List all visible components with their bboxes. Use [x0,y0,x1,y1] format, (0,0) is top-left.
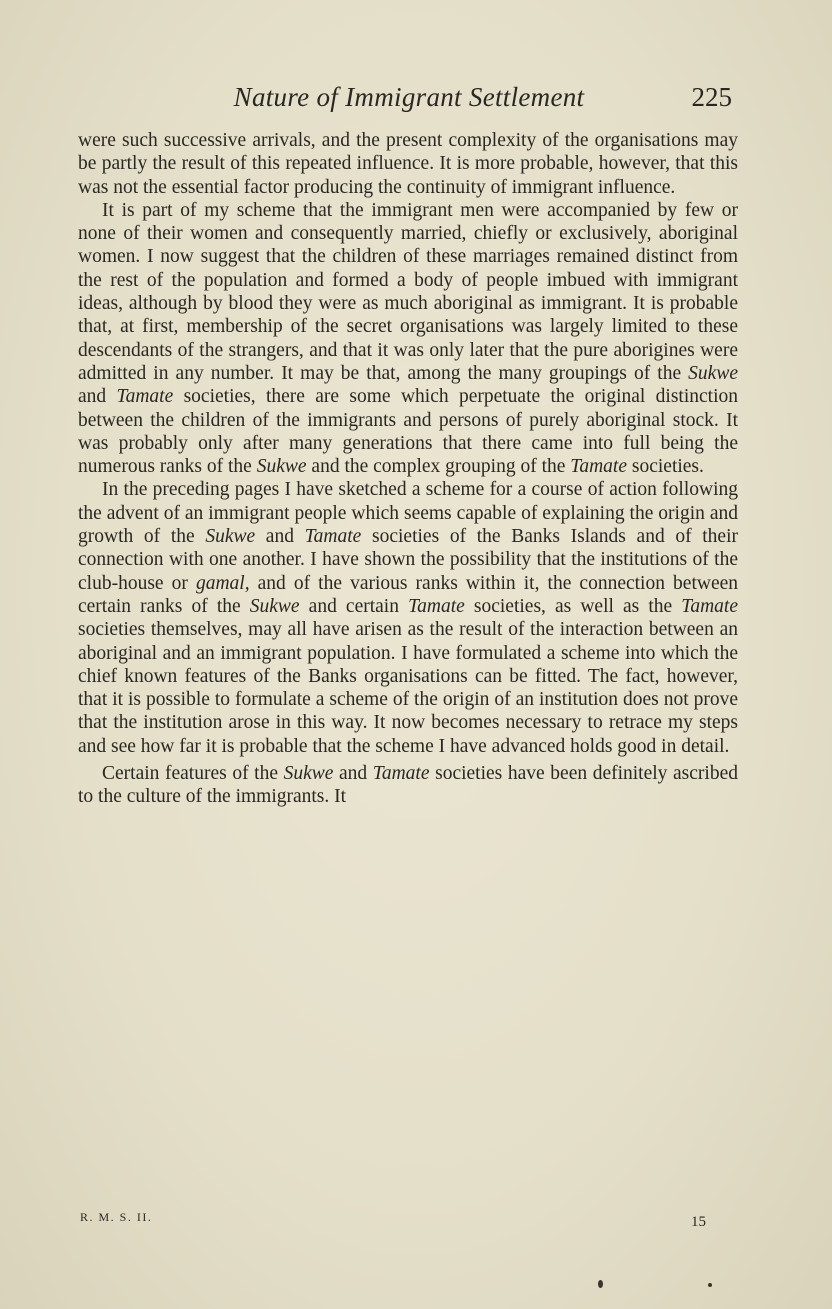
italic-term: gamal, [195,572,250,594]
running-header [78,82,740,126]
italic-term: Sukwe [688,362,738,384]
italic-term: Sukwe [205,526,256,548]
italic-term: Tamate [304,526,362,548]
running-title: Nature of Immigrant Settlement [233,82,585,112]
italic-term: Tamate [570,456,627,478]
ink-speck [708,1283,712,1287]
text-run: and [333,763,373,785]
sheet-number: 15 [691,1214,706,1230]
text-run: and of the various ranks within it, the connection between certain ranks of the [78,572,739,617]
text-run: societies have been definitely ascribed to the culture of the immigrants. It [78,763,738,808]
paragraph-3 [78,478,738,758]
page-number: 225 [691,82,732,112]
italic-term: Tamate [681,595,739,617]
text-run: societies. [627,456,704,478]
paragraph-1 [78,129,738,199]
ink-speck [598,1280,603,1288]
text-run: societies, there are some which perpetuate the original distinction between the children of the immigrants and persons of purely aboriginal stock. It was probably only after many generations that there came into full being the numerous ranks of the [78,386,739,478]
text-run: and [255,526,305,548]
page-footer [78,1210,728,1240]
text-run: In the preceding pages I have sketched a scheme for a course of action following the advent of an immigrant people which seems capable of explaining the origin and growth of the [78,479,738,548]
italic-term: Sukwe [283,763,334,785]
signature-mark: R. M. S. II. [80,1210,153,1224]
italic-term: Tamate [116,386,174,408]
italic-term: Tamate [372,763,430,785]
body-text [78,129,738,809]
text-run: and the complex grouping of the [306,456,571,478]
paragraph-2 [78,199,738,479]
text-run: and [78,386,117,408]
text-run: Certain features of the [102,763,284,785]
italic-term: Tamate [408,595,465,617]
text-run: societies, as well as the [464,595,682,617]
paragraph-4 [78,762,738,809]
text-run: were such successive arrivals, and the present complexity of the organisations may be partly the result of this repeated influence. It is more probable, however, that this was not the essential factor producing the continuity of immigrant influence. [78,130,738,198]
italic-term: Sukwe [256,456,307,478]
text-run: societies themselves, may all have arisen as the result of the interaction between an aboriginal and an immigrant population. I have formulated a scheme into which the chief known features of the Banks organisations can be fitted. The fact, however, that it is possible to formulate a scheme of the origin of an institution does not prove that the institution arose in this way. It now becomes necessary to retrace my steps and see how far it is probable that the scheme I have advanced holds good in detail. [78,619,738,757]
text-run: It is part of my scheme that the immigrant men were accompanied by few or none of their women and consequently married, chiefly or exclusively, aboriginal women. I now suggest that the children of these marriages remained distinct from the rest of the population and formed a body of people imbued with immigrant ideas, although by blood they were as much aboriginal as immigrant. It is probable that, at first, membership of the secret organisations was largely limited to these descendants of the strangers, and that it was only later that the pure aborigines were admitted in any number. It may be that, among the many groupings of the [78,199,738,384]
italic-term: Sukwe [249,595,300,617]
text-run: and certain [299,595,409,617]
text-run: societies of the Banks Islands and of their connection with one another. I have shown the possibility that the institutions of the club-house or [78,526,738,594]
